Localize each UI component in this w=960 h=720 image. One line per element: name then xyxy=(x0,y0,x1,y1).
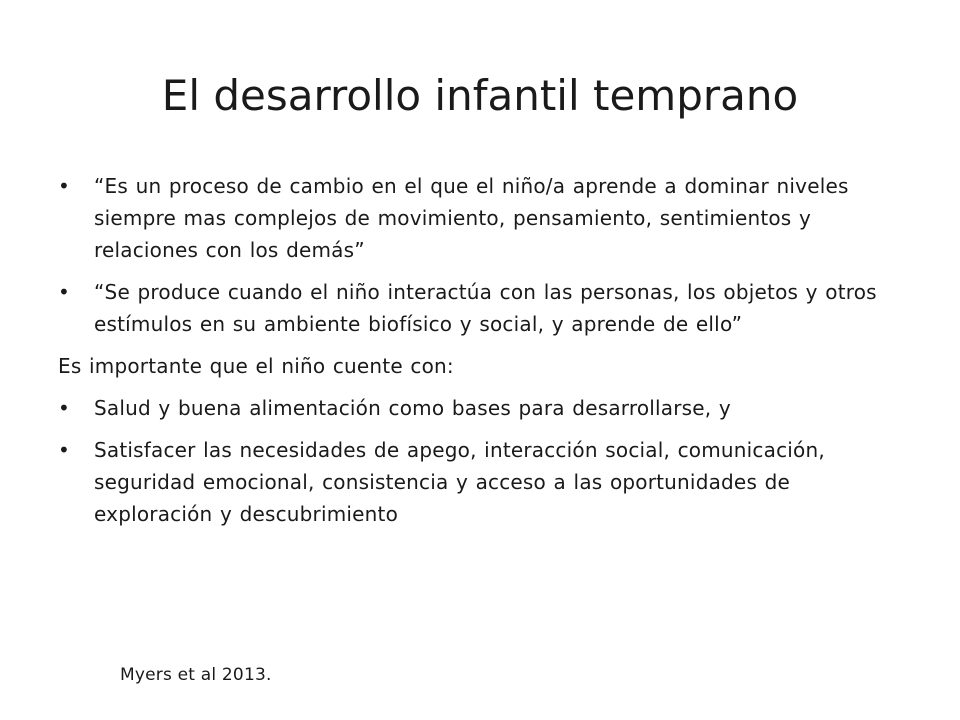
bullet-item-2 xyxy=(58,276,908,340)
slide-body xyxy=(58,170,908,540)
bullet-icon: • xyxy=(58,438,70,462)
bullet-text: Satisfacer las necesidades de apego, interacción social, comunicación, seguridad emocional, consistencia y acceso a las oportunidades de exploración y descubrimiento xyxy=(94,438,825,526)
bullet-item-4 xyxy=(58,434,908,530)
bullet-icon: • xyxy=(58,174,70,198)
plain-paragraph: Es importante que el niño cuente con: xyxy=(58,354,454,378)
bullet-item-1 xyxy=(58,170,908,266)
bullet-icon: • xyxy=(58,396,70,420)
bullet-text: “Es un proceso de cambio en el que el niño/a aprende a dominar niveles siempre mas complejos de movimiento, pensamiento, sentimientos y relaciones con los demás” xyxy=(94,174,849,262)
citation: Myers et al 2013. xyxy=(120,665,272,685)
bullet-icon: • xyxy=(58,280,70,304)
bullet-item-3 xyxy=(58,392,908,424)
bullet-text: Salud y buena alimentación como bases para desarrollarse, y xyxy=(94,396,731,420)
slide-title: El desarrollo infantil temprano xyxy=(161,71,799,120)
bullet-text: “Se produce cuando el niño interactúa con las personas, los objetos y otros estímulos en su ambiente biofísico y social, y aprende de ello” xyxy=(94,280,877,336)
